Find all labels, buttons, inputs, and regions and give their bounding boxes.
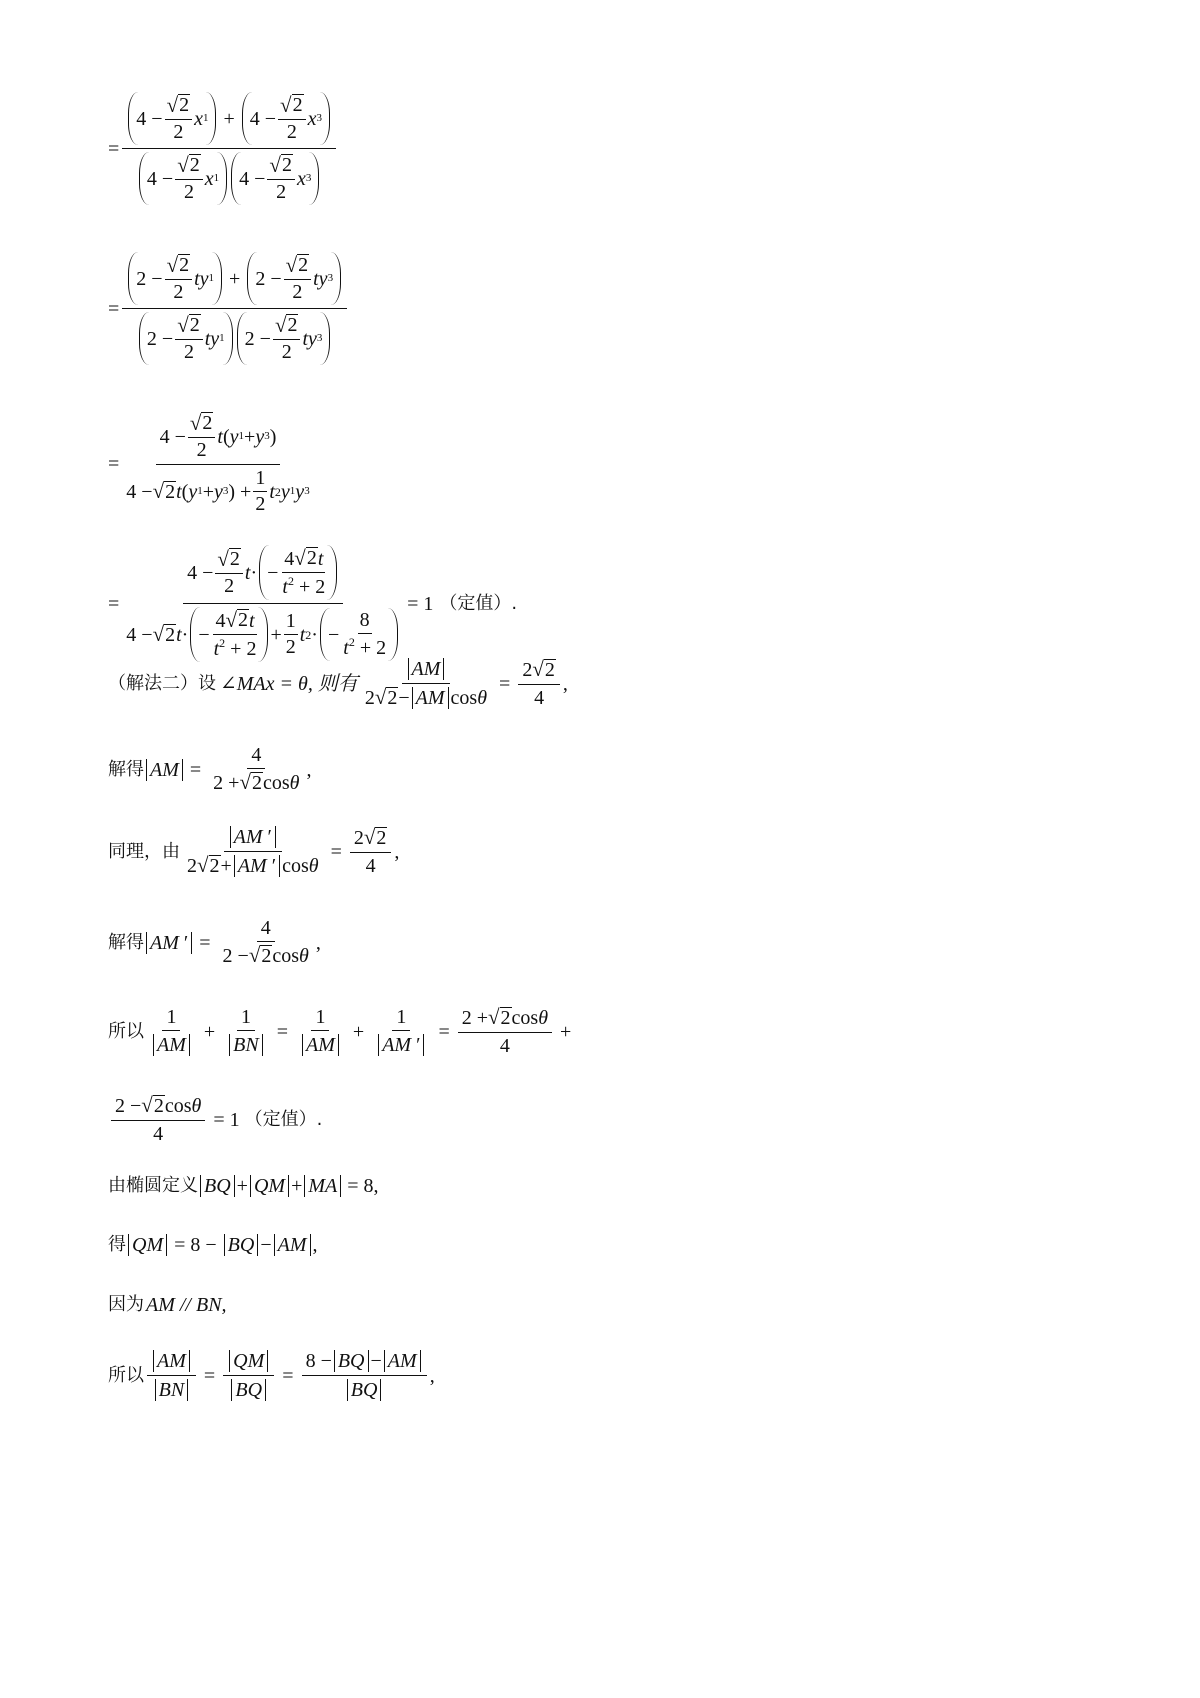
ellipse-def-label: 由椭圆定义	[108, 1175, 198, 1197]
because-label: 因为	[108, 1294, 144, 1316]
parallel-statement: AM // BN,	[146, 1294, 227, 1317]
so-label: 所以	[108, 1020, 144, 1042]
fraction: 4 − √ 2 2 t · − 4 √ 2 t $t^2 + 2$ 4 − √ 2 t · − 4 √ 2 t $t^2 + 2$ + $\frac{1}{2}$ t 2 · − $\frac{8}{t^2 + 2}$	[122, 545, 404, 662]
equals-sign: =	[108, 452, 120, 475]
method2-label: （解法二）设	[108, 672, 216, 694]
comma: ,	[562, 672, 568, 695]
solve-amp-line: 解得 AM ′ = 4 2 − √ 2 cos θ ,	[108, 917, 321, 967]
parallel-line	[108, 1294, 227, 1315]
plus-sign: +	[560, 1020, 572, 1043]
constant-note: （定值）.	[439, 592, 518, 614]
equation-step-4	[108, 545, 517, 662]
similarly-line: 同理，由 AM ′ 2 √ 2 + AM ′ cos θ = 2 √ 2 4 ,	[108, 825, 400, 877]
method2-intro-line: （解法二）设 ∠MAx = θ, 则有 AM 2 √ 2 − AM cos θ = 2 √ 2 4 ,	[108, 657, 568, 709]
fraction: AM 2 √ 2 − AM cos θ	[364, 658, 488, 709]
continuation-line: 2 − √ 2 cos θ 4 = 1 （定值）.	[108, 1095, 322, 1144]
comma: ,	[315, 931, 321, 954]
fraction: 4 − √ 2 2 t ( y 1 + y 3 ) 4 − √ 2 t ( y 1 + y 3 ) + $\frac{1}{2}$ t 2 y 1 y 3	[126, 411, 310, 515]
solve-label: 解得	[108, 758, 144, 780]
fraction: 2 − √ 2 2 ty 1 + 2 − √ 2 2 ty 3 2 − √ 2 2 ty 1 2 − √ 2 2 ty 3	[122, 252, 347, 365]
equation-step-2	[108, 252, 350, 365]
get-label: 得	[108, 1234, 126, 1256]
ratio-line: 所以 $\frac{AM}{BN}$ = $\frac{QM}{BQ}$ = 8 − BQ − AM BQ ,	[108, 1350, 435, 1401]
solve-am-line: 解得 AM = 4 2 + √ 2 cos θ ,	[108, 744, 312, 794]
so-label: 所以	[108, 1364, 144, 1386]
equals-sign: =	[108, 592, 120, 615]
constant-note: （定值）.	[244, 1108, 323, 1130]
result-value: = 1	[407, 592, 434, 615]
comma: ,	[306, 758, 312, 781]
equals-sign: =	[108, 137, 120, 160]
qm-line: 得 QM = 8 − BQ − AM ,	[108, 1234, 318, 1257]
solve-label: 解得	[108, 931, 144, 953]
ellipse-definition-line: 由椭圆定义 BQ + QM + MA = 8,	[108, 1175, 379, 1198]
ellipse-equation-value: = 8,	[347, 1175, 379, 1198]
reciprocal-sum-line: 所以 $\frac{1}{AM}$ + $\frac{1}{BN}$ = $\frac{1}{AM}$ + $\frac{1}{AM '}$ = 2 + √ 2 cos θ 4 +	[108, 1005, 572, 1057]
similarly-label: 同理，由	[108, 840, 180, 862]
fraction: 4 − √ 2 2 x 1 + 4 − √ 2 2 x 3 4 − √ 2 2 x 1 4 − √ 2 2 x 3	[122, 92, 336, 205]
comma: ,	[394, 840, 400, 863]
angle-definition: ∠MAx = θ, 则有	[220, 672, 358, 695]
equation-step-3	[108, 412, 317, 515]
equation-step-1	[108, 92, 339, 205]
equals-sign: =	[108, 297, 120, 320]
